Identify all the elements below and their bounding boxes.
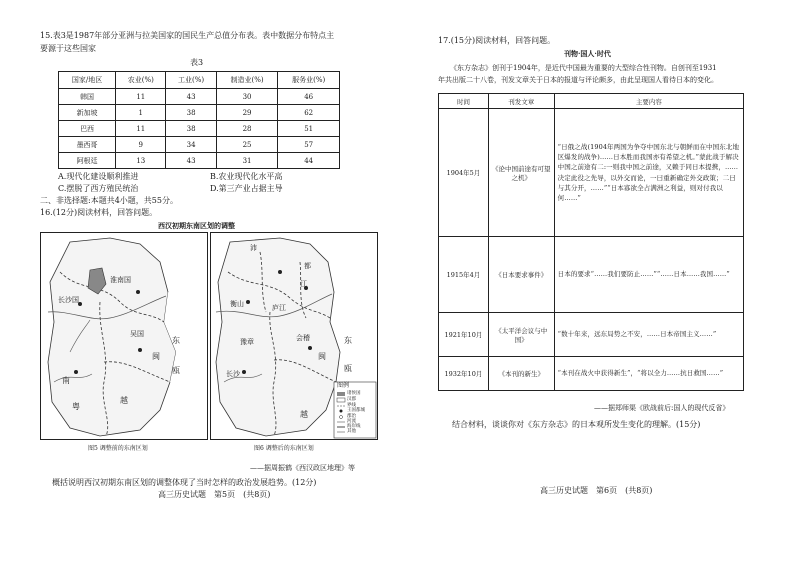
map2-label: 衡山 [230,300,244,308]
table-row [439,237,744,313]
table-cell: 38 [166,121,216,137]
map1-label: 长沙国 [58,296,79,304]
map2-label: 瓯 [344,364,352,373]
table-row [439,109,744,237]
legend-item: 其他 [347,429,356,434]
legend-item: 诸侯国 [347,391,361,396]
table-cell: 34 [166,137,216,153]
table-row [59,121,340,137]
map2-label: 会稽 [296,334,310,342]
q17-question: 结合材料，谈谈你对《东方杂志》的日本观所发生变化的理解。(15分) [452,420,701,429]
legend-item: 界线 [347,403,356,408]
table-row [59,105,340,121]
q16-source: ——据周振鹤《西汉政区地理》等 [250,464,355,472]
legend-item: 王国都城 [347,408,365,413]
table-cell: 新加坡 [59,105,116,121]
table-cell: 43 [166,153,216,169]
q15-line2: 要源于这些国家 [40,44,96,53]
q17-heading: 17.(15分)阅读材料，回答问题。 [438,36,556,45]
table-cell: 28 [216,121,278,137]
page-footer-left: 高三历史试题 第5页 (共8页) [158,490,271,499]
table3-header: 农业(%) [116,72,166,89]
row-date: 1915年4月 [439,237,489,313]
map2-label: 都 [304,262,311,270]
map1-label: 闽 [152,352,160,361]
table17-header: 时间 [439,94,489,109]
map2-label: 豫章 [240,338,254,346]
row-content: “本刊在战火中获得新生”，“将以全力……抗日救国……” [554,357,743,391]
map1-caption: 图5 调整前的东南区划 [88,445,148,452]
table-row [59,137,340,153]
map-title: 西汉初期东南区划的调整 [158,221,235,230]
table-cell: 44 [278,153,340,169]
option-a: A.现代化建设顺利推进 [58,172,139,181]
table-row [59,153,340,169]
table-cell: 1 [116,105,166,121]
material-title: 刊物·国人·时代 [564,49,611,58]
q16-question: 概括说明西汉初期东南区划的调整体现了当时怎样的政治发展趋势。(12分) [52,478,317,487]
table-row [439,357,744,391]
table-cell: 11 [116,89,166,105]
row-article: 《太平洋会议与中国》 [488,313,554,357]
row-article: 《日本要求事件》 [488,237,554,313]
table-cell: 9 [116,137,166,153]
map2-label: 闽 [318,352,326,361]
table-cell: 62 [278,105,340,121]
legend-item: 汉郡 [347,397,356,402]
map2-caption: 图6 调整后的东南区划 [254,445,314,452]
intro-line2: 年共出版二十八卷，刊发文章关于日本的报道与评论颇多，由此呈现国人看待日本的变化。 [438,76,718,84]
table-row [59,89,340,105]
table3-header: 国家/地区 [59,72,116,89]
table-cell: 韩国 [59,89,116,105]
map2-label: 东 [344,336,352,345]
table-cell: 51 [278,121,340,137]
section-two-heading: 二、非选择题:本题共4小题，共55分。 [40,196,178,205]
option-d: D.第三产业占据主导 [210,184,283,193]
table-cell: 13 [116,153,166,169]
table3-header: 制造业(%) [216,72,278,89]
table3-header-row [59,72,340,89]
page-footer-right: 高三历史试题 第6页 (共8页) [540,486,653,495]
map1-label: 瓯 [172,366,180,375]
legend-item: 河流 [347,419,356,424]
legend-title: 图例 [337,382,350,389]
row-article: 《本刊的新生》 [488,357,554,391]
row-date: 1904年5月 [439,109,489,237]
table-cell: 29 [216,105,278,121]
table-cell: 11 [116,121,166,137]
table3 [58,71,340,169]
table17-header: 刊发文章 [488,94,554,109]
table3-header: 服务业(%) [278,72,340,89]
legend-item: 郡治 [347,414,356,419]
table17-header: 主要内容 [554,94,743,109]
table-cell: 墨西哥 [59,137,116,153]
map1-label: 东 [172,336,180,345]
table17 [438,93,744,391]
table-cell: 57 [278,137,340,153]
row-content: “数十年来，远东局势之不安，……日本帝国主义……” [554,313,743,357]
row-content: “日俄之战(1904年两国为争夺中国东北与朝鲜而在中国东北地区爆发的战争)……日本胜而我国亦有希望之机。”蒙此战于解决中国之前途有二:一则我中国之前途，又赖于同日本提携，……决定此役之先导，以外交而论，一曰重新确定外交政策；二曰与其分开，……”“日本寡欲全占满洲之利益，则对付我以何……” [554,109,743,237]
legend-item: 海岸线 [347,424,361,429]
map1-label: 南 [62,376,70,385]
table3-header: 工业(%) [166,72,216,89]
map2-label: 越 [300,410,308,419]
map1-label: 吴国 [130,330,144,338]
table-cell: 46 [278,89,340,105]
table-row [439,313,744,357]
option-c: C.摆脱了西方殖民统治 [58,184,139,193]
map1-label: 淮南国 [110,276,131,284]
q15-line1: 15.表3是1987年部分亚洲与拉美国家的国民生产总值分布表。表中数据分布特点主 [40,31,335,40]
q17-source: ——据郑师渠《欧战前后:国人的现代反省》 [594,404,730,412]
table-cell: 阿根廷 [59,153,116,169]
row-date: 1932年10月 [439,357,489,391]
table3-caption: 表3 [190,58,204,67]
row-content: 日本的要求“……我们要防止……”“……日本……我国……” [554,237,743,313]
row-article: 《论中国前途有可望之机》 [488,109,554,237]
map-before-adjustment [40,232,208,440]
map2-label: 长沙 [226,370,240,378]
table-cell: 38 [166,105,216,121]
option-b: B.农业现代化水平高 [210,172,283,181]
map1-label: 越 [120,396,128,405]
table-cell: 30 [216,89,278,105]
map2-label: 沛 [250,244,257,252]
table-cell: 43 [166,89,216,105]
q16-heading: 16.(12分)阅读材料，回答问题。 [40,208,158,217]
table-cell: 31 [216,153,278,169]
table-cell: 巴西 [59,121,116,137]
map2-label: 江 [300,280,307,288]
table-cell: 25 [216,137,278,153]
map1-label: 粤 [72,402,80,411]
table17-header-row [439,94,744,109]
map2-label: 庐江 [272,304,286,312]
row-date: 1921年10月 [439,313,489,357]
intro-line1: 《东方杂志》创刊于1904年，是近代中国最为重要的大型综合性刊物。自创刊至1931 [450,64,717,72]
